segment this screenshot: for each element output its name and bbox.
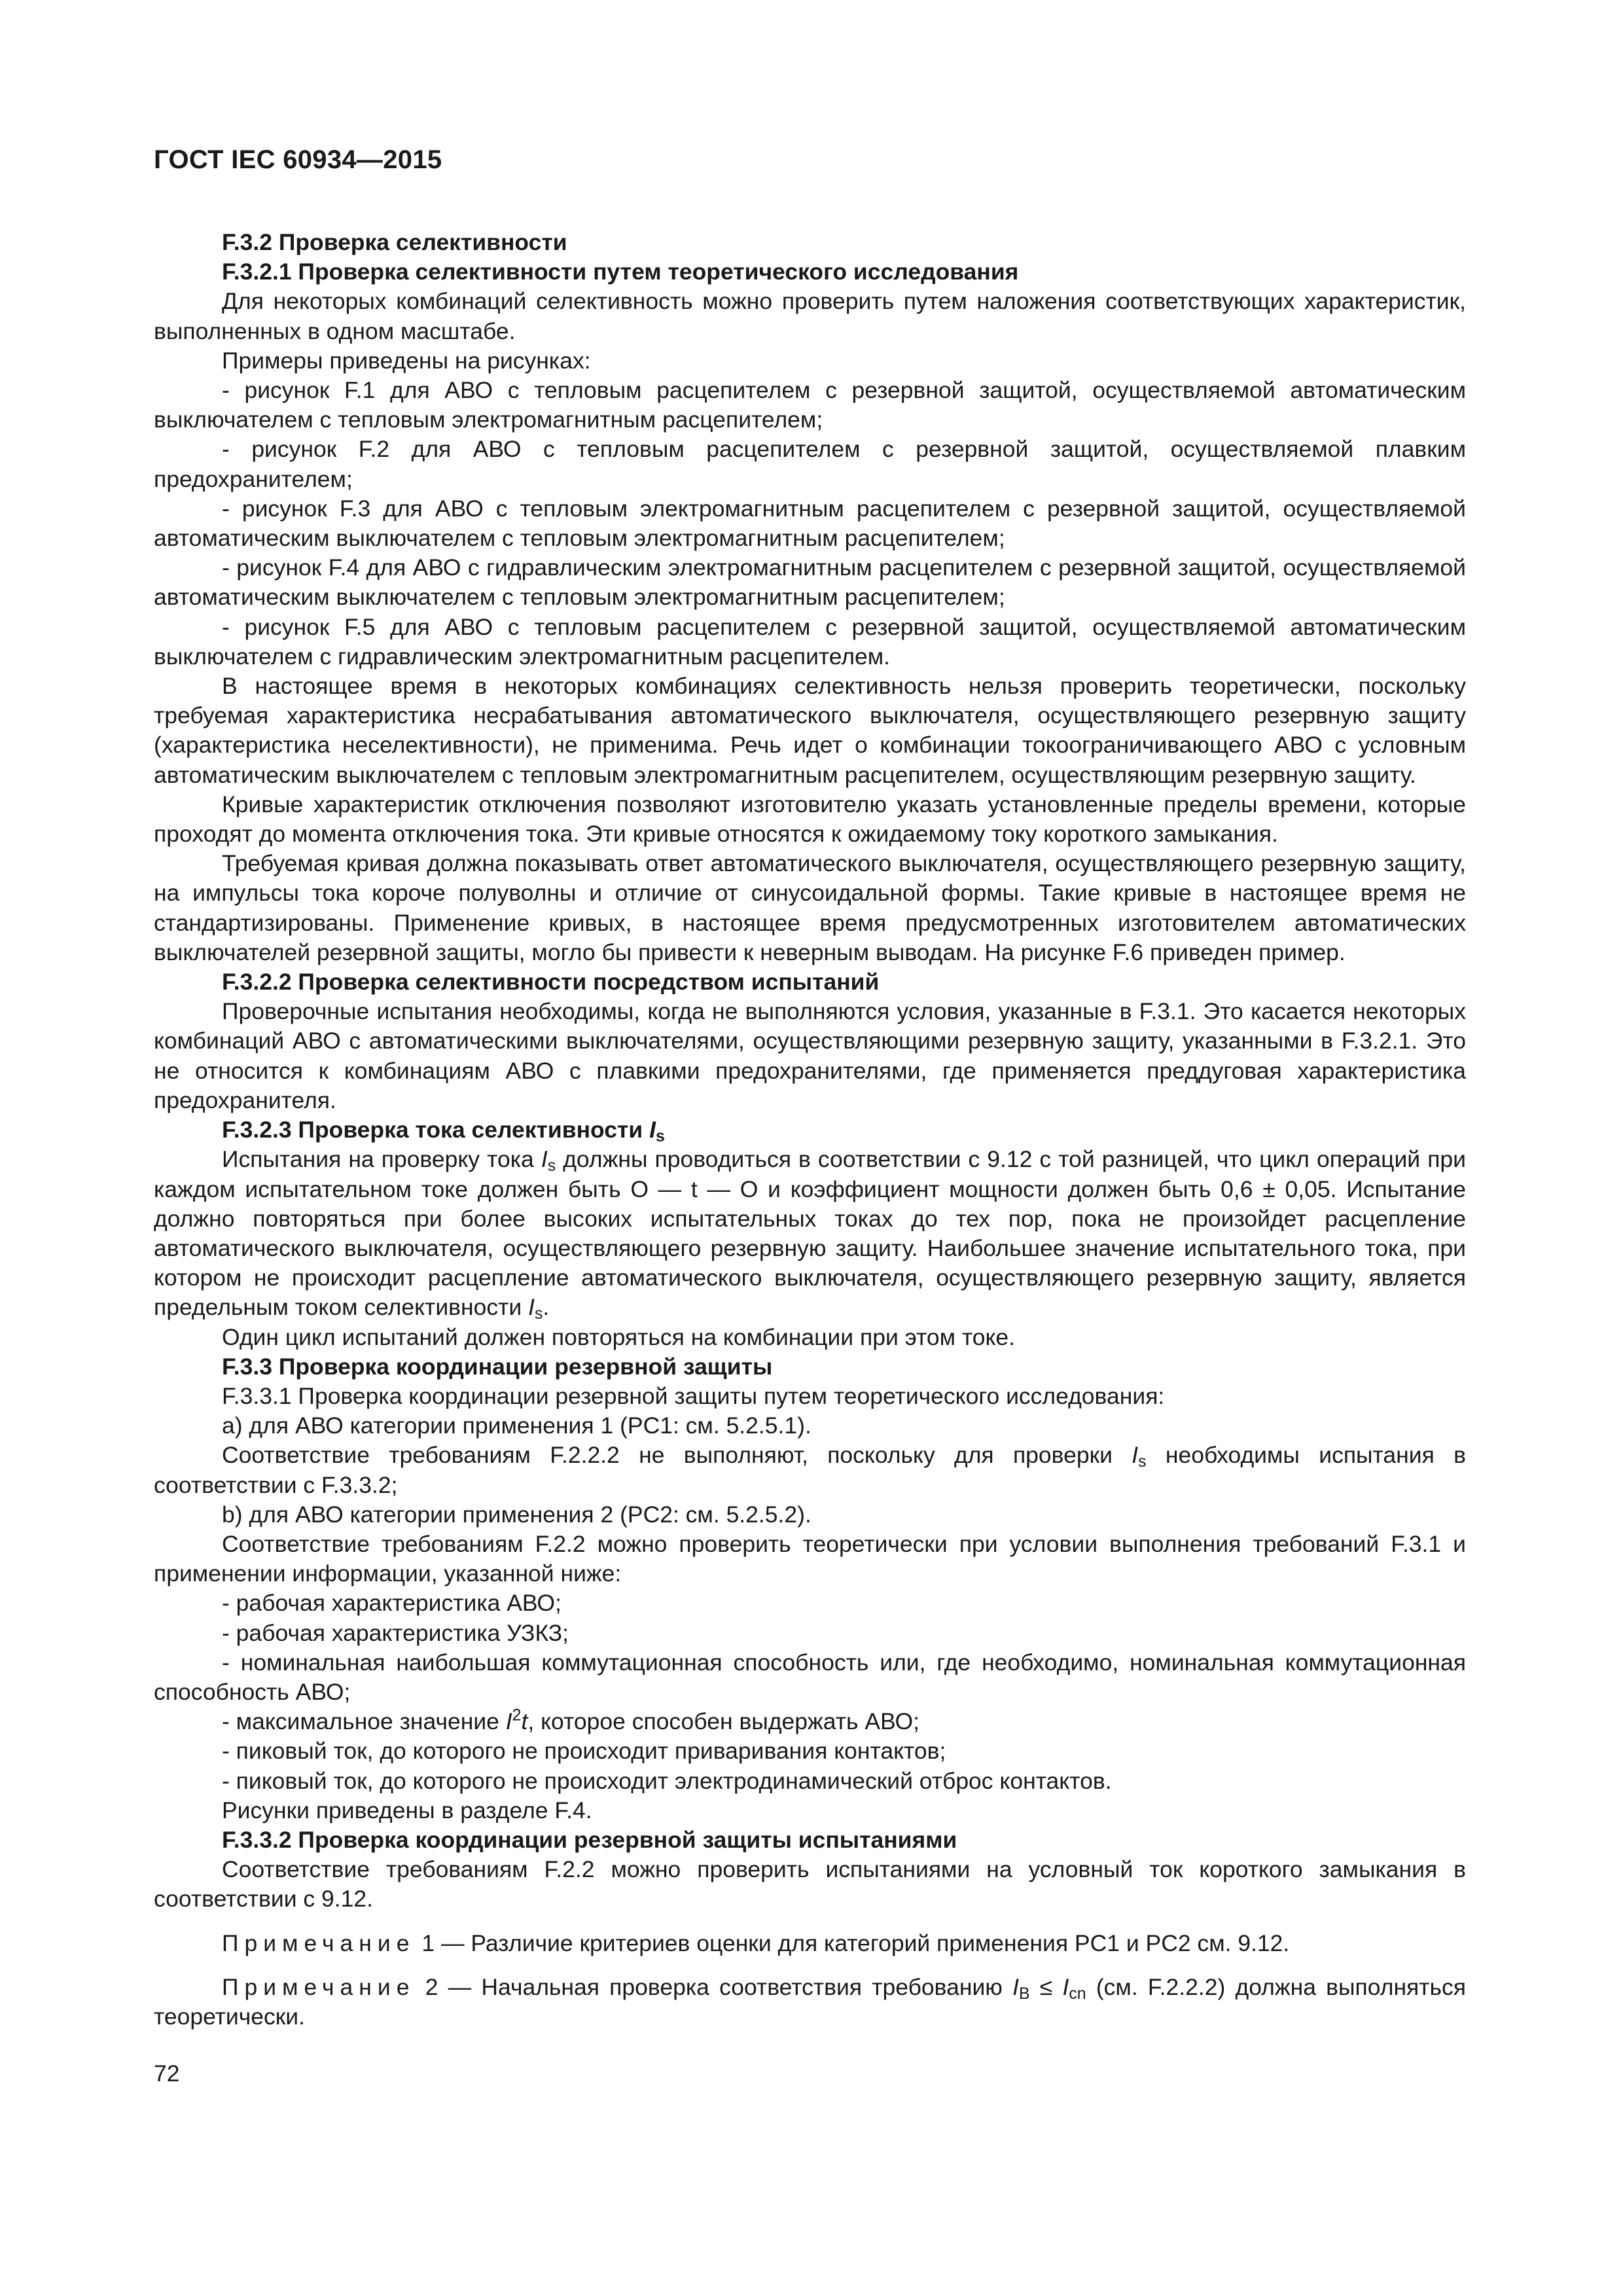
heading-f321: F.3.2.1 Проверка селективности путем теоретического исследования <box>222 259 1019 285</box>
list-item: - пиковый ток, до которого не происходит электродинамический отброс контактов. <box>222 1767 1112 1794</box>
symbol-i: I <box>528 1294 535 1321</box>
list-item: - рабочая характеристика АВО; <box>222 1590 562 1617</box>
text: . <box>543 1294 550 1321</box>
paragraph <box>154 1145 1466 1322</box>
paragraph: b) для АВО категории применения 2 (PC2: см. 5.2.5.2). <box>222 1501 812 1528</box>
paragraph: Проверочные испытания необходимы, когда не выполняются условия, указанные в F.3.1. Это касается некоторых комбинаций АВО с автоматическими выключателями, осуществляющими резервную защиту, указанными в F.3.2.1. Это не относится к комбинациям АВО с плавкими предохранителями, где применяется преддуговая характеристика предохранителя. <box>154 998 1466 1113</box>
subscript-s: s <box>534 1305 543 1323</box>
heading-f32: F.3.2 Проверка селективности <box>222 229 567 255</box>
heading-f322: F.3.2.2 Проверка селективности посредством испытаний <box>222 969 880 996</box>
symbol-i: I <box>505 1708 512 1735</box>
symbol-i: I <box>1132 1442 1139 1469</box>
list-item: - рисунок F.4 для АВО с гидравлическим электромагнитным расцепителем с резервной защитой, осуществляемой автоматическим выключателем с тепловым электромагнитным расцепителем; <box>154 554 1466 611</box>
list-item <box>154 1707 1466 1736</box>
subscript-b: B <box>1019 1984 1030 2003</box>
symbol-i: I <box>649 1117 656 1143</box>
paragraph: В настоящее время в некоторых комбинациях селективность нельзя проверить теоретически, поскольку требуемая характеристика несрабатывания автоматического выключателя, осуществляющего резервную защиту (характеристика неселективности), не применима. Речь идет о комбинации токоограничивающего АВО с условным автоматическим выключателем с тепловым электромагнитным расцепителем, осуществляющим резервную защиту. <box>154 673 1466 788</box>
subscript-s: s <box>547 1157 556 1175</box>
paragraph: Для некоторых комбинаций селективность можно проверить путем наложения соответствующих характеристик, выполненных в одном масштабе. <box>154 288 1466 344</box>
superscript-2: 2 <box>512 1706 522 1725</box>
symbol-t: t <box>521 1708 528 1735</box>
text: , которое способен выдержать АВО; <box>527 1708 920 1735</box>
text: - максимальное значение <box>222 1708 499 1735</box>
heading-f33: F.3.3 Проверка координации резервной защиты <box>222 1353 773 1380</box>
le-sign: ≤ <box>1039 1973 1053 2000</box>
list-item: - рисунок F.2 для АВО с тепловым расцепителем с резервной защитой, осуществляемой плавким предохранителем; <box>154 436 1466 492</box>
note-2 <box>154 1973 1466 2032</box>
paragraph: Требуемая кривая должна показывать ответ автоматического выключателя, осуществляющего резервную защиту, на импульсы тока короче полуволны и отличие от синусоидальной формы. Такие кривые в настоящее время не стандартизированы. Применение кривых, в настоящее время предусмотренных изготовителем автоматических выключателей резервной защиты, могло бы привести к неверным выводам. На рисунке F.6 приведен пример. <box>154 850 1466 965</box>
paragraph: Соответствие требованиям F.2.2 можно проверить теоретически при условии выполнения требований F.3.1 и применении информации, указанной ниже: <box>154 1530 1466 1587</box>
heading-f332: F.3.3.2 Проверка координации резервной защиты испытаниями <box>222 1826 957 1853</box>
symbol-i: I <box>541 1146 548 1173</box>
text: необходимы испытания в соответствии с F.3.3.2; <box>154 1442 1466 1498</box>
symbol-i: I <box>1062 1973 1069 2000</box>
heading-f323-text: F.3.2.3 Проверка тока селективности <box>222 1117 643 1143</box>
list-item: - рисунок F.3 для АВО с тепловым электромагнитным расцепителем с резервной защитой, осуществляемой автоматическим выключателем с тепловым электромагнитным расцепителем; <box>154 495 1466 552</box>
paragraph: F.3.3.1 Проверка координации резервной защиты путем теоретического исследования: <box>222 1382 1165 1409</box>
paragraph: a) для АВО категории применения 1 (PC1: см. 5.2.5.1). <box>222 1412 812 1439</box>
paragraph <box>154 1441 1466 1499</box>
paragraph: Рисунки приведены в разделе F.4. <box>222 1797 592 1823</box>
subscript-s: s <box>1138 1453 1147 1471</box>
text: должны проводиться в соответствии с 9.12 с той разницей, что цикл операций при каждом испытательном токе должен быть О — t — О и коэффициент мощности должен быть 0,6 ± 0,05. Испытание должно повторяться при более высоких испытательных токах до тех пор, пока не произойдет расцепление автоматического выключателя, осуществляющего резервную защиту. Наибольшее значение испытательного тока, при котором не происходит расцепление автоматического выключателя, осуществляющего резервную защиту, является предельным током селективности <box>154 1146 1466 1321</box>
symbol-i: I <box>1012 1973 1019 2000</box>
list-item: - рабочая характеристика УЗКЗ; <box>222 1619 569 1646</box>
note-1 <box>154 1929 1466 1958</box>
document-header: ГОСТ IEC 60934—2015 <box>154 145 442 174</box>
subscript-s: s <box>655 1128 665 1146</box>
list-item: - пиковый ток, до которого не происходит приваривания контактов; <box>222 1738 946 1765</box>
text: Соответствие требованиям F.2.2.2 не выполняют, поскольку для проверки <box>222 1442 1113 1469</box>
subscript-cn: cn <box>1069 1984 1086 2003</box>
note-label: Примечание <box>222 1973 416 2000</box>
list-item: - номинальная наибольшая коммутационная способность или, где необходимо, номинальная коммутационная способность АВО; <box>154 1649 1466 1705</box>
text: 2 — Начальная проверка соответствия требованию <box>425 1973 1003 2000</box>
paragraph: Кривые характеристик отключения позволяют изготовителю указать установленные пределы времени, которые проходят до момента отключения тока. Эти кривые относятся к ожидаемому току короткого замыкания. <box>154 791 1466 848</box>
list-item: - рисунок F.1 для АВО с тепловым расцепителем с резервной защитой, осуществляемой автоматическим выключателем с тепловым электромагнитным расцепителем; <box>154 377 1466 433</box>
document-body <box>154 228 1466 2032</box>
paragraph: Примеры приведены на рисунках: <box>222 347 591 374</box>
note-label: Примечание <box>222 1929 416 1956</box>
text: (см. F.2.2.2) должна выполняться теоретически. <box>154 1973 1467 2030</box>
paragraph: Соответствие требованиям F.2.2 можно проверить испытаниями на условный ток короткого замыкания в соответствии с 9.12. <box>154 1856 1466 1912</box>
heading-f323 <box>154 1115 1466 1145</box>
paragraph: Один цикл испытаний должен повторяться на комбинации при этом токе. <box>222 1323 1015 1350</box>
page-number: 72 <box>154 2060 180 2087</box>
list-item: - рисунок F.5 для АВО с тепловым расцепителем с резервной защитой, осуществляемой автоматическим выключателем с гидравлическим электромагнитным расцепителем. <box>154 613 1466 670</box>
text: 1 — Различие критериев оценки для категорий применения PC1 и PC2 см. 9.12. <box>421 1929 1290 1956</box>
text: Испытания на проверку тока <box>222 1146 534 1173</box>
